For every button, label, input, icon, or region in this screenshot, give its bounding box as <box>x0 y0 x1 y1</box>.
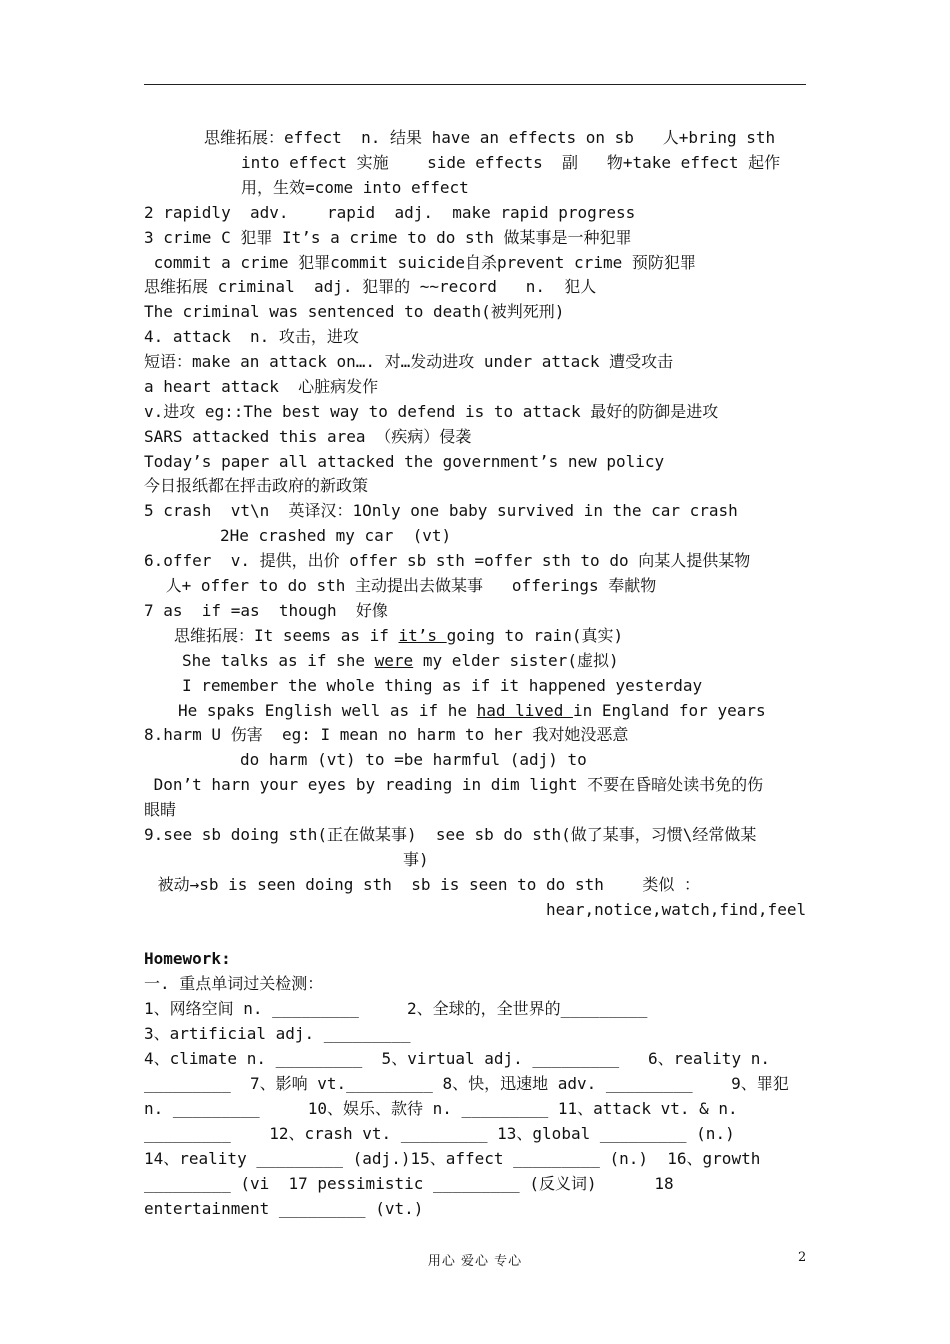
text-line: _________ 12、crash vt. _________ 13、global _________ (n.) <box>144 1124 735 1143</box>
text-line: 3、artificial adj. _________ <box>144 1024 411 1043</box>
page-number: 2 <box>798 1250 807 1265</box>
text-line: The criminal was sentenced to death(被判死刑) <box>144 302 565 321</box>
text-line: 思维拓展：effect n. 结果 have an effects on sb 人+bring sth <box>204 128 776 147</box>
text-line: Today’s paper all attacked the government’s new policy <box>144 452 665 471</box>
text-line: 今日报纸都在抨击政府的新政策 <box>144 476 369 495</box>
text-line: 思维拓展：It seems as if it’s going to rain(真实) <box>174 626 624 645</box>
text-line: n. _________ 10、娱乐、款待 n. _________ 11、attack vt. & n. <box>144 1099 738 1118</box>
text-line: 被动→sb is seen doing sth sb is seen to do sth 类似 ： <box>148 875 701 894</box>
text-line: 眼睛 <box>144 800 177 819</box>
text-line: 短语：make an attack on…. 对…发动进攻 under attack 遭受攻击 <box>144 352 674 371</box>
text-line: She talks as if she were my elder sister(虚拟) <box>182 651 619 670</box>
text-line: 9.see sb doing sth(正在做某事) see sb do sth(做了某事，习惯\经常做某 <box>144 825 757 844</box>
underlined-phrase: had lived <box>476 701 573 720</box>
text-line: Don’t harn your eyes by reading in dim light 不要在昏暗处读书免的伤 <box>144 775 764 794</box>
text-line: 3 crime C 犯罪 It’s a crime to do sth 做某事是一种犯罪 <box>144 228 632 247</box>
text-line: 4. attack n. 攻击，进攻 <box>144 327 359 346</box>
text-line: _________ 7、影响 vt._________ 8、快，迅速地 adv. _________ 9、罪犯 <box>144 1074 789 1093</box>
text-line: I remember the whole thing as if it happened yesterday <box>182 676 703 695</box>
underlined-phrase: were <box>374 651 414 670</box>
text-line: hear,notice,watch,find,feel <box>546 900 807 919</box>
text-line: 5 crash vt\n 英译汉：1Only one baby survived in the car crash <box>144 501 738 520</box>
text-line: a heart attack 心脏病发作 <box>144 377 379 396</box>
text-line: 2 rapidly adv. rapid adj. make rapid progress <box>144 203 636 222</box>
text-line: 1、网络空间 n. _________ 2、全球的，全世界的_________ <box>144 999 648 1018</box>
footer-motto: 用心 爱心 专心 <box>427 1254 523 1269</box>
text-line: into effect 实施 side effects 副 物+take effect 起作 <box>241 153 781 172</box>
text-line: 2He crashed my car (vt) <box>220 526 452 545</box>
text-line: 用，生效=come into effect <box>241 178 469 197</box>
text-line: 4、climate n. _________ 5、virtual adj. _________ 6、reality n. <box>144 1049 770 1068</box>
text-line: 7 as if =as though 好像 <box>144 601 388 620</box>
text-line: He spaks English well as if he had lived in England for years <box>178 701 766 720</box>
text-line: 人+ offer to do sth 主动提出去做某事 offerings 奉献物 <box>156 576 657 595</box>
text-line: do harm (vt) to =be harmful (adj) to <box>240 750 587 769</box>
homework-heading: Homework: <box>144 949 231 968</box>
text-line: v.进攻 eg::The best way to defend is to attack 最好的防御是进攻 <box>144 402 719 421</box>
text-line: 一. 重点单词过关检测： <box>144 974 324 993</box>
text-line: SARS attacked this area （疾病）侵袭 <box>144 427 472 446</box>
underlined-phrase: it’s <box>398 626 447 645</box>
text-line: 8.harm U 伤害 eg: I mean no harm to her 我对她没恶意 <box>144 725 629 744</box>
text-line: 14、reality _________ (adj.)15、affect _________ (n.) 16、growth <box>144 1149 761 1168</box>
header-rule <box>144 84 806 85</box>
text-line: _________ (vi 17 pessimistic _________ (反义词) 18 <box>144 1174 674 1193</box>
text-line: commit a crime 犯罪commit suicide自杀prevent crime 预防犯罪 <box>144 253 696 272</box>
text-line: 事) <box>403 850 429 869</box>
text-line: 6.offer v. 提供，出价 offer sb sth =offer sth to do 向某人提供某物 <box>144 551 751 570</box>
text-line: entertainment _________ (vt.) <box>144 1199 424 1218</box>
text-line: 思维拓展 criminal adj. 犯罪的 ~~record n. 犯人 <box>144 277 597 296</box>
